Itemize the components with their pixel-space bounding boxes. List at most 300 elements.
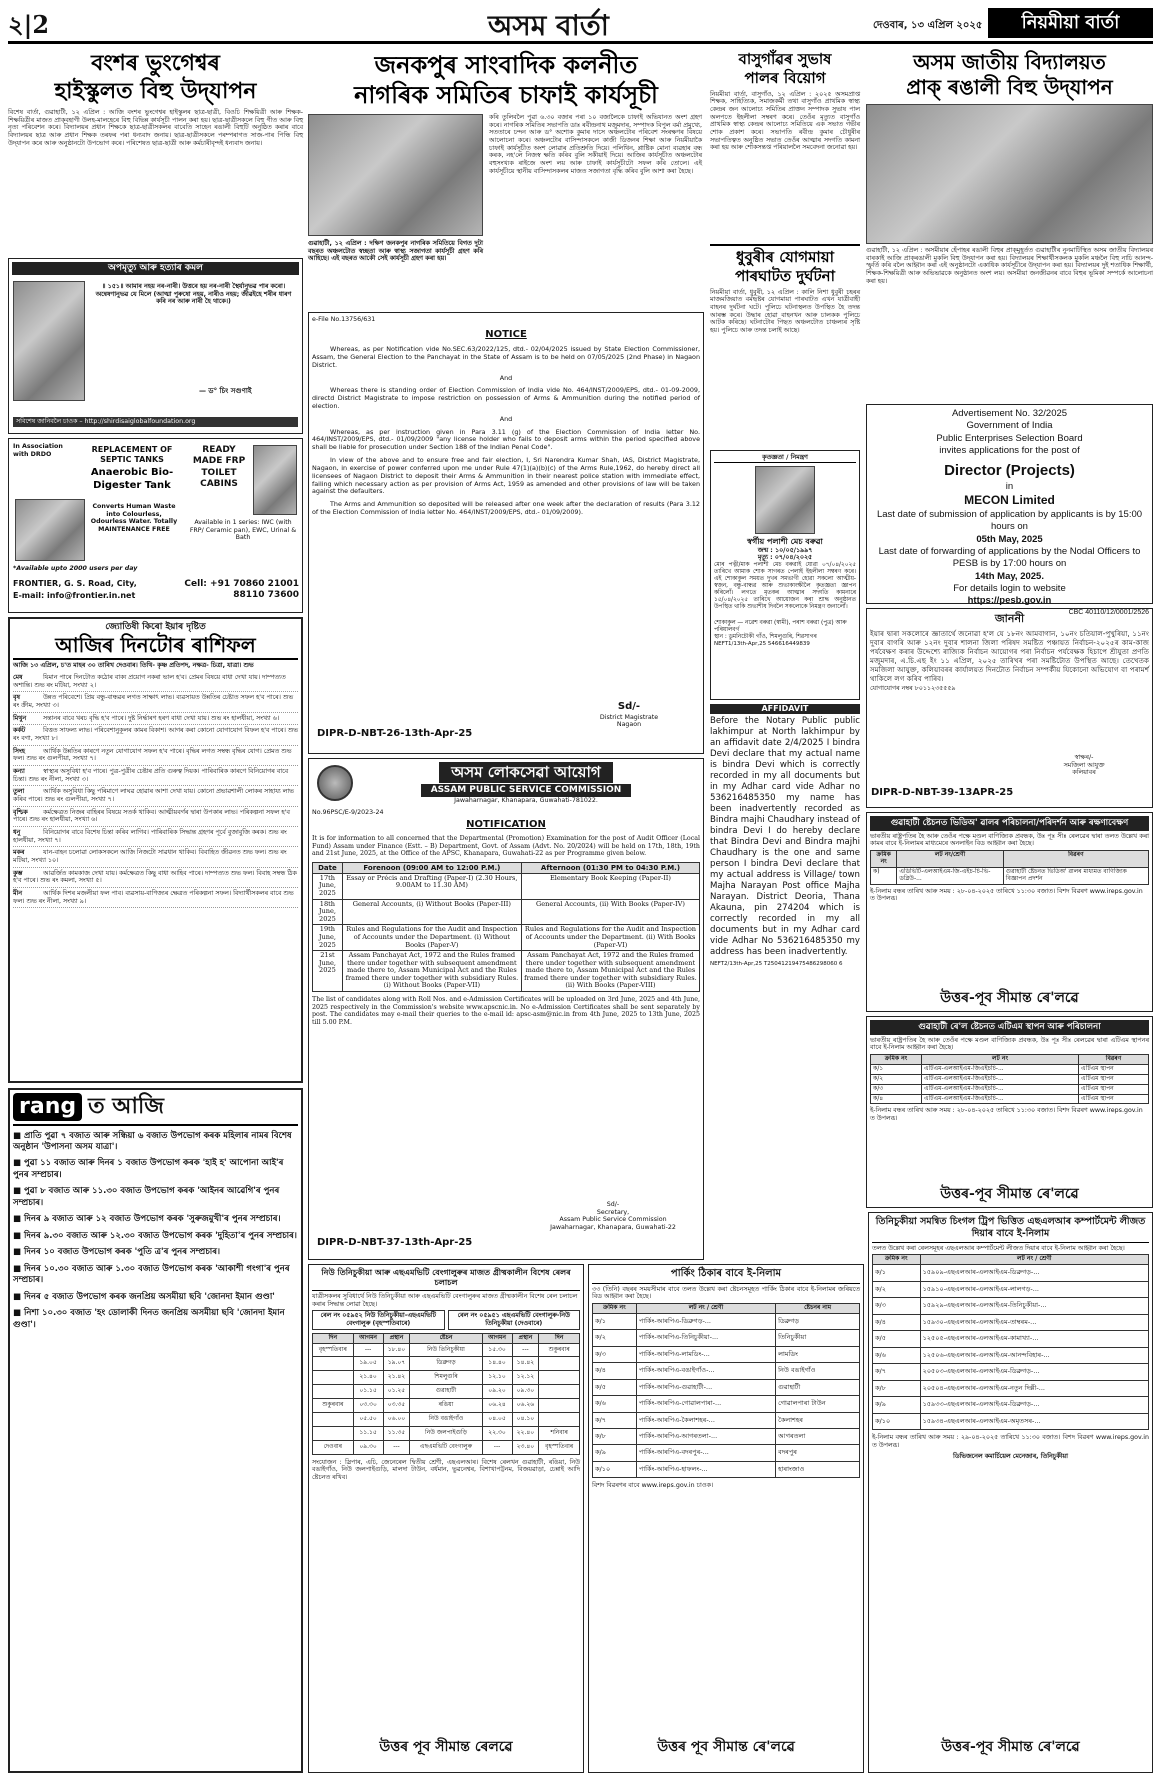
section-title: অসম বাৰ্তা [488,9,609,42]
rashi-row [13,746,298,766]
table-cell [313,1357,354,1371]
rashi-name: কন্যা [13,767,25,775]
table-cell: ০১.২৫ [383,1385,410,1399]
table-cell: শুকুৰবাৰ [539,1343,580,1357]
train-names [312,1310,580,1329]
table-cell: পাৰ্কিং-আৰপিএ-হাফলং-... [636,1461,775,1477]
table-cell: ১১.১৫ [353,1426,383,1440]
sd: Sd/- [606,1201,620,1208]
sign-line: সমজিলা আযুক্ত [1063,761,1105,769]
table-cell [313,1371,354,1385]
parking-row [593,1429,860,1445]
table-cell: ক/৩ [593,1346,637,1362]
headline: বাসুগাঁৱৰ সুভাষ [738,50,832,68]
table-header: ষ্টেচন [410,1333,482,1343]
schedule-item [13,1264,298,1287]
ad-signatory: ডিভিজনেল কমাৰ্চিয়েল মেনেজাৰ, তিনিচুকীয়া [953,1453,1068,1461]
rail-slr-auction [868,1212,1153,1773]
lot-row [873,1298,1149,1314]
table-cell: ০৯.৩০ [353,1440,383,1454]
table-cell: ১৫৯৩০-এছএলআৰ-এলআইএম-তাম্বৰম-... [920,1314,1148,1330]
rashi-row [13,725,298,745]
lot-row [873,1265,1149,1281]
parking-row [593,1412,860,1428]
table-cell: General Accounts, (ii) With Books (Paper-IV) [521,899,699,925]
railway-name: উত্তৰ-পূব সীমান্ত ৰে'লৱে [940,1185,1079,1202]
obit-body: মোৰ পত্নী/মাক পলাশী মেচ বৰুৱাই যোৱা ০৭/০৪/২০২৫ তাৰিখে আমাক শোক সাগৰত পেলাই ইহলীলা সম্বৰণ কৰে। এই শোকাকুল সময়ত দুখৰ সমভাগী হোৱা সকলো আত্মীয়-স্বজন, বন্ধু-বান্ধৱ আৰু শুভাকাংক্ষীলৈ কৃতজ্ঞতা জ্ঞাপন কৰিলোঁ। লগতে মৃতকৰ আত্মাৰ সদ্গতি কামনাৰে ১৫/০৪/২০২৫ তাৰিখে আয়োজন কৰা শ্ৰাদ্ধ অনুষ্ঠানত উপস্থিত থাকি শুভাশীষ দিবলৈ সকলোকে নিমন্ত্ৰণ জনালোঁ। [714,562,856,611]
table-cell: দেওবাৰ [313,1440,354,1454]
railway-name: উত্তৰ-পূব সীমান্ত ৰে'লৱে [940,989,1079,1006]
ad-footer: বিশদ বিৱৰণৰ বাবে www.ireps.gov.in চাওক। [592,1482,714,1490]
table-cell: নিউ তিনিচুকীয়া [410,1343,482,1357]
pesb-line: Public Enterprises Selection Board [936,432,1083,444]
frontier-ad [8,438,303,613]
lot-row [871,1074,1149,1084]
table-header: লট নং [922,1054,1079,1064]
lot-row [873,1397,1149,1413]
pesb-date: 14th May, 2025. [974,570,1044,582]
table-cell: --- [482,1440,512,1454]
rang-ad [8,1088,303,1773]
rashi-row [13,888,298,908]
rashi-text: আৰ্থিক দিশৰ মজলীয়া ফল পাব। ব্যৱসায়-বাণিজ্যৰ ক্ষেত্ৰত পৰিকল্পনা সফল। বিদ্যাৰ্থীসকলৰ বাবে শুভ ফল। শুভ ৰং নীলা, সংখ্যা ৯। [13,890,294,905]
table-cell: পাৰ্কিং-আৰপিএ-আগৰতলা-... [636,1429,775,1445]
pesb-site[interactable]: https://pesb.gov.in [967,595,1052,607]
table-cell: শনিবাৰ [539,1426,580,1440]
schedule-text: দিনৰ ৯ বজাত আৰু ১২ বজাত উপভোগ কৰক 'সুৰুজমুখী'ৰ পুনৰ সম্প্ৰচাৰ। [24,1214,281,1225]
table-cell: বৃহস্পতিবাৰ [539,1440,580,1454]
rashi-name: মীন [13,890,23,898]
rashi-text: উন্নত পৰিবেশে। প্ৰিয় বন্ধু-বান্ধৱৰ লগত সাক্ষাৎ লাভ। ব্যৱসায়ত উন্নতিৰ চেষ্টাত সফল হ'ব পাৰে। শুভ ৰং ক্ৰীম, সংখ্যা ৩। [13,694,294,709]
rashi-text: কৰ্মক্ষেত্ৰত নিজৰ বাহিৰৰ বিষয়ে সতৰ্ক থাকিব। আত্মীয়বৰ্গৰ দ্বাৰা উপকাৰ লাভ। পৰিকল্পনা সফল হ'ব পাৰে। শুভ ৰং হালধীয়া, সংখ্যা ৬। [13,808,290,824]
table-cell: শিমলুগুৰি [410,1371,482,1385]
train-2: ৰেল নং ০৫৯৫১ এছএমভিটি বেংগালুৰু-নিউ তিনিচুকীয়া (দেওবাৰে) [448,1310,581,1329]
table-cell: পাৰ্কিং-আৰপিএ-গুৱাহাটী-... [636,1379,775,1395]
rashi-row [13,713,298,726]
table-cell: ২১.৪২ [383,1371,410,1385]
janani-sign [1024,754,1144,777]
table-cell: --- [383,1440,410,1454]
table-cell: নিউ বঙাইগাঁও [410,1413,482,1427]
headline: পালৰ বিয়োগ [744,68,826,87]
rashi-name: কুম্ভ [13,869,23,877]
table-cell: এছএমভিটি বেংগালুৰু [410,1440,482,1454]
sd: Sd/- [617,701,641,712]
headline: পাৰঘাটত দুৰ্ঘটনা [735,266,835,285]
apsc-signature [533,1201,693,1232]
lot-row [873,1380,1149,1396]
bullet-icon: ■ [13,1263,24,1274]
signatory: District Magistrate [599,713,659,721]
story-body: বিশেষ বাৰ্তা, গুৱাহাটী, ১২ এপ্ৰিল : আজি বংশৰ ভুংগেশ্বৰ হাইস্কুলৰ ছাত্ৰ-ছাত্ৰী, বিওচি শিক্ষয়িত্ৰী আৰু শিক্ষক-শিক্ষয়িত্ৰীৰ মাজত প্ৰাক্‌বহাগী উলহ-মালহেৰে বিহু বিভিন্ন কাৰ্যসূচী পালন কৰা হয়। ছাত্ৰ-ছাত্ৰীসকলে বিহু গীত আৰু বিহু নৃত্য পৰিবেশন কৰে। বিদ্যালয়ৰ প্ৰধান শিক্ষকে ছাত্ৰ-ছাত্ৰীসকলৰ বাবেতি সাহেন ৰঙালী বিহুটি অনুষ্ঠিত কৰাৰ বাবে বিদ্যালয়ৰ ছাত্ৰ আৰু প্ৰধান শিক্ষক তৰফৰ পৰা ধন্যবাদ জনায়। ছাত্ৰ-ছাত্ৰীসকলে পৰম্পৰাগত সাজ-পাৰ পিন্ধি বিহু উদ্‌যাপন কৰে আৰু অনুষ্ঠানটো উপভোগ কৰে। পৰিশেষত ছাত্ৰ-ছাত্ৰী আৰু কৰ্মচাৰীবৃন্দই ধন্যবাদ জনায়। [8,109,303,147]
table-cell: ক/৩ [873,1298,921,1314]
schedule-row [313,951,700,992]
table-cell: ১২৫০৬-এছএলআৰ-এলআইএম-আনন্দবিহাৰ-... [920,1347,1148,1363]
rashi-row [13,672,298,692]
signature [569,701,689,729]
cabin-image [253,445,297,515]
sign-line: স্বাক্ষৰ/- [1074,754,1094,761]
lot-row [873,1364,1149,1380]
table-cell: ০৪.১০ [512,1413,539,1427]
table-cell: পাৰ্কিং-আৰপিএ-গোৱালপাৰা-... [636,1396,775,1412]
rail-atm [866,1016,1153,1208]
table-cell: ক) [871,867,897,884]
janani-contact: যোগাযোগৰ নম্বৰ ৮০১১২৩৫৫৫৯ [870,684,956,692]
table-cell: গোৱালপাৰা টাউন [776,1396,860,1412]
table-cell: ২৩.৪০ [512,1440,539,1454]
rail-parking [588,1264,864,1773]
table-header: ক্ৰমিক নং [871,1054,922,1064]
ad-title: গুৱাহাটী ষ্টেচনত ভিডিঅ' ৱালৰ পৰিচালনা/পৰিদৰ্শন আৰু ৰক্ষণাবেক্ষণ [870,816,1149,831]
table-cell: ০৯.২০ [482,1385,512,1399]
dipr-code: DIPR-D-NBT-39-13APR-25 [871,787,1014,798]
apsc-schedule-table [312,862,700,992]
table-cell: ১২.১০ [482,1371,512,1385]
table-cell: ১২৫০৫-এছএলআৰ-এলআইএম-কামাখ্যা-... [920,1331,1148,1347]
table-cell: Elementary Book Keeping (Paper-II) [521,873,699,899]
rang-schedule [13,1131,298,1332]
page-number: ২|2 [8,10,50,39]
schedule-text: দিনৰ ১০ বজাত উপভোগ কৰক 'পুতি ত্ৰ'ৰ পুনৰ সম্প্ৰচাৰ। [24,1247,221,1258]
table-cell: কৈলাশহৰ [776,1412,860,1428]
table-cell: General Accounts, (i) Without Books (Paper-III) [342,899,521,925]
rashi-row [13,692,298,712]
schedule-text: প্ৰাতি পুৱা ৭ বজাত আৰু সন্ধিয়া ৬ বজাত উপভোগ কৰক মহিলাৰ নামৰ বিশেষ অনুষ্ঠান 'উপাসনা অসম যাত্ৰা'। [13,1130,292,1152]
bullet-icon: ■ [13,1308,24,1319]
table-cell: পাৰ্কিং-আৰপিএ-লামডিং-... [636,1346,775,1362]
table-cell: ক/৮ [593,1429,637,1445]
table-header: প্ৰস্থান [512,1333,539,1343]
lot-row [871,1084,1149,1094]
rashi-text: যান-বাহন চলোৱা লোকসকলে আজি নিজটো সাৱধান থাকিব। বিবাহিত জীৱনত শুভ ফল। শুভ ৰং মটিয়া, সংখ্যা ১০। [13,849,287,865]
portrait-image [13,281,85,401]
janani-body: ইয়াৰ দ্বাৰা সকলোৰে জ্ঞাতাৰ্থে জনোৱা হ'ল যে ১৮নং আমবাগান, ১০নং চতিয়াল-পুখুৰিয়া, ১১নং দুবাৰ বাগৰি আৰু ১২নং দুবাৰ শালনা জিলা পৰিষদ সমষ্টিত পঞ্চায়ত নিৰ্বাচন-২০২৫ৰ কাম-কাজ পৰ্যবেক্ষণ কৰাৰ উদ্দেশ্যে ৰাজ্যিক নিৰ্বাচন আয়োগৰ পৰা নিৰ্বাচন পৰ্যবেক্ষক হিচাপে শ্ৰীযুতা প্ৰণতি মজুমদাৰ, এ.চি.এছ ইং ১১ এপ্ৰিল, ২০২৫ তাৰিখৰ পৰা সমষ্টিটোত উপস্থিত আছে। তেখেতক সমজিলা আযুক্ত, কলিয়াবৰৰ কাৰ্যালয়ত দিনটোত নিৰ্বাচন সম্পৰ্কীয় যিকোনো অভিযোগ বা পৰামৰ্শ থাকিলে লগ কৰিব পাৰিব। [870,628,1149,683]
table-cell: ১৮.৪০ [383,1343,410,1357]
table-cell: ডিব্ৰুগড় [410,1357,482,1371]
table-cell: Rules and Regulations for the Audit and Inspection of Accounts under the Department. (i) Without Books (Paper-V) [342,925,521,951]
table-header: ক্ৰমিক নং [871,850,897,867]
ad-footer: ই-নিলাম বন্ধৰ তাৰিখ আৰু সময় : ২৮-০৪-২০২৫ তাৰিখে ১১:৩০ বজাত। বিশদ বিৱৰণ www.ireps.gov.in ত উপলব্ধ। [870,1107,1143,1123]
timetable-row [313,1343,580,1357]
railway-name: উত্তৰ পূব সীমান্ত ৰে'লৱে [657,1738,795,1755]
table-header: লট নং / শ্ৰেণী [920,1255,1148,1265]
table-cell: এটিএম-এলআইএম-জিএইচচি-... [922,1074,1079,1084]
right-title: READY MADE FRP TOILET CABINS [192,445,246,489]
table-cell: ১৫৯২৯-এছএলআৰ-এলআইএম-তিনিচুকীয়া-... [920,1298,1148,1314]
masthead [8,6,1153,44]
pesb-company: MECON Limited [964,493,1055,508]
table-header: প্ৰস্থান [383,1333,410,1343]
table-cell: 18th June, 2025 [313,899,343,925]
table-cell: এটিএম স্থাপন [1079,1074,1149,1084]
notice-paragraph: And [499,414,513,423]
affidavit-ref: NEFT2/13th-Apr,25 T25041219475486298060 6 [710,961,843,967]
janani-title: জাননী [994,612,1025,625]
schedule-text: পুৱা ১১ বজাত আৰু দিনৰ ১ বজাত উপভোগ কৰক 'হাই হ' আপোনা আই'ৰ পুনৰ সম্প্ৰচাৰ। [13,1158,284,1180]
notice-title: NOTICE [485,328,527,340]
rashi-row [13,807,298,827]
timetable-row [313,1385,580,1399]
ad-intro: ৩৩ (তিনি) বছৰৰ সময়সীমাৰ বাবে তলত উল্লেখ কৰা ষ্টেচনসমূহত পাৰ্কিং ঠিকাৰ বাবে ই-নিলামৰ জৰিয়তে বিড আহ্বান কৰা হৈছে। [592,1285,860,1301]
table-header: ক্ৰমিক নং [873,1255,921,1265]
rail-special-train [308,1264,584,1773]
ad-title: গুৱাহাটী ৰে'ল ষ্টেচনত এটিএম স্থাপন আৰু পৰিচালনা [870,1020,1149,1035]
rashi-text: আৰ্থিক অসুবিধা কিছু পৰিমাণে লাঘৱ হোৱাৰ আশা দেখা যায়। কোনো প্ৰভাৱশালী লোকৰ সাহায্য লাভ কৰিব পাৰে। শুভ ৰং গুলপীয়া, সংখ্যা ৭। [13,788,294,803]
bullet-icon: ■ [13,1214,24,1225]
video-table [870,850,1149,885]
obit-name: স্বৰ্গীয় পলাশী মেচ বৰুৱা [747,536,823,546]
table-cell: এটিএম স্থাপন [1079,1084,1149,1094]
table-cell: গুৱাহাটী ষ্টেচনত ভিডিঅ' ৱালৰ মাধ্যমত বাণিজ্যিক বিজ্ঞাপন প্ৰদৰ্শন [1003,867,1148,884]
table-cell: ০৬.২৪ [482,1399,512,1413]
rashi-text: বিনিয়োগৰ বাবে বিশেষ চিন্তা কৰিব লাগিব। পাৰিবাৰিক সিদ্ধান্ত গ্ৰহণৰ পূৰ্বে বুজাবুজি কৰক। শুভ ৰং হালধীয়া, সংখ্যা ৭। [13,829,287,844]
schedule-item [13,1214,298,1225]
headline: প্ৰাক্‌ ৰঙালী বিহু উদ্‌যাপন [906,75,1113,99]
right-desc: Available in 1 series: IWC (with FRP/ Ceramic pan), EWC, Urinal & Bath [189,519,297,542]
ad-title: পাৰ্কিং ঠিকাৰ বাবে ই-নিলাম [592,1268,860,1284]
parking-table [592,1303,860,1479]
table-header: Afternoon (01:30 PM to 04:30 P.M.) [521,862,699,873]
rashi-name: সিংহ [13,747,25,755]
table-cell: ক/৪ [871,1094,922,1104]
table-cell: তিনিচুকীয়া [776,1330,860,1346]
table-cell: পাৰ্কিং-আৰপিএ-বদৰপুৰ-... [636,1445,775,1461]
dipr-code: DIPR-D-NBT-26-13th-Apr-25 [317,728,473,739]
table-cell: ১৯.০৭ [383,1357,410,1371]
pesb-ad [866,404,1153,616]
table-cell: এটিএম-এলআইএম-জিএইচচি-... [922,1094,1079,1104]
table-cell: ২০৫০৪-এছএলআৰ-এলআইএম-নতুন দিল্লী-... [920,1380,1148,1396]
affidavit-title: AFFIDAVIT [710,704,860,714]
table-cell: ক/৭ [873,1364,921,1380]
table-cell: 17th June, 2025 [313,873,343,899]
table-header: বিৱৰণ [1079,1054,1149,1064]
table-header: আগমন [353,1333,383,1343]
table-cell: 21st June, 2025 [313,951,343,992]
table-cell: ১৯.০৫ [353,1357,383,1371]
table-cell: বদৰপুৰ [776,1445,860,1461]
parking-row [593,1379,860,1395]
table-cell [313,1413,354,1427]
notice-paragraph: Whereas there is standing order of Election Commission of India vide No. 464/INST/2009/EPS, dtd.- 01-09-2009, directd District Magistrate to impose restriction on possession of Arms & Ammunition during the notified period of election. [312,386,700,411]
rashifal-kicker: জ্যোতিষী কিৰো ইয়াৰ দৃষ্টিত [105,622,206,632]
story-body: নিয়মীয়া বাৰ্তা, ধুবুৰী, ১২ এপ্ৰিল : কালি নিশা ধুবুৰী চহৰৰ মাজমজিয়াত বৰ্মহৃষ্টৰ যোগমায়া পাৰঘাটত এখন যাত্ৰীবাহী বাহনৰ দুৰ্ঘটনা ঘটে। পুলিচে ঘটনাস্থলত উপস্থিত হৈ তদন্ত আৰম্ভ কৰে। উদ্ধাৰ হোৱা বাহনখন আৰু চালকক পুলিচে আটক কৰিছে। ঘটনাটোৰ পিছত অঞ্চলটোত চাঞ্চল্যৰ সৃষ্টি হয়। পুলিচে আৰু তদন্ত চলাই আছে। [710,288,860,334]
timetable-row [313,1440,580,1454]
timetable-row [313,1413,580,1427]
table-cell: ০৪.০৫ [482,1413,512,1427]
parking-row [593,1346,860,1362]
table-cell: ক/৬ [593,1396,637,1412]
parking-row [593,1445,860,1461]
ad-title: অপমৃত্যু আৰু হত্যাৰ কমল [12,262,299,275]
table-cell: 19th June, 2025 [313,925,343,951]
drdo-assoc: In Association with DRDO [13,443,63,458]
table-cell: এটিএম স্থাপন [1079,1064,1149,1074]
schedule-row [313,925,700,951]
ad-footer: ই-নিলাম বন্ধৰ তাৰিখ আৰু সময় : ২৮-০৪-২০২৫ তাৰিখে ১১:৩০ বজাত। বিশদ বিৱৰণ www.ireps.gov.in ত উপলব্ধ। [870,887,1143,903]
schedule-item [13,1186,298,1209]
schedule-item [13,1131,298,1154]
table-cell: ২২.৪০ [512,1426,539,1440]
bullet-icon: ■ [13,1291,24,1302]
table-cell: ক/৪ [873,1314,921,1330]
table-cell: ১৫৯০৯-এছএলআৰ-এলআইএম-ডিব্ৰুগড়-... [920,1265,1148,1281]
apsc-intro: It is for information to all concerned that the Departmental (Promotion) Examination for the post of Audit Officer (Local Fund) Assam under Finance (Estt. – B) Department, Govt. of Assam (Advt. No. 20/2024) will be held on 17th, 18th, 19th and 21st June, 2025, at the Office of the APSC, Khanapara, Guwahati-22 as per Programme given below. [312,834,700,858]
schedule-item [13,1308,298,1331]
table-cell: ৰঙিয়া [410,1399,482,1413]
table-cell: লামডিং [776,1346,860,1362]
obit-died: মৃত্যু : ০৭/০৪/২০২৫ [757,554,813,562]
notice-paragraph: Whereas, as per Notification vide No.SEC.63/2022/125, dtd.- 02/04/2025 issued by State Election Commissioner, Assam, the General Election to the Panchayat in the State of Assam is to be held on 07/05/2025 (2nd Phase) in Nagaon District. [312,345,700,369]
issue-date: দেওবাৰ, ১৩ এপ্ৰিল ২০২৫ [873,20,983,31]
table-header: দিন [539,1333,580,1343]
lot-row [873,1314,1149,1330]
apsc-header [352,762,700,805]
table-cell: শুকুৰবাৰ [313,1399,354,1413]
table-cell: ১২.১২ [512,1371,539,1385]
table-cell: ক/১ [873,1265,921,1281]
bullet-icon: ■ [13,1186,24,1197]
ad-footer: ই-নিলাম বন্ধৰ তাৰিখ আৰু সময় : ২৯-০৪-২০২৫ তাৰিখে ১১:৩০ বজাত। বিশদ বিৱৰণ www.ireps.gov.in ত উপলব্ধ। [872,1434,1149,1449]
schedule-item [13,1231,298,1242]
rashi-name: ধনু [13,829,21,836]
table-cell: ১১.৩৫ [383,1426,410,1440]
company-name: FRONTIER, G. S. Road, City, [13,579,137,588]
table-cell: এটিএম-এলআইএম-জিএইচচি-... [922,1084,1079,1094]
pesb-cbc: CBC 40110/12/0001/2526 [1068,608,1149,616]
table-cell: এটিএম স্থাপন [1079,1094,1149,1104]
table-header: লট নং/শ্ৰেণী [897,850,1003,867]
table-cell: ২০৫০৩-এছএলআৰ-এলআইএম-ডিব্ৰুগড়-... [920,1364,1148,1380]
railway-name: উত্তৰ-পূব সীমান্ত ৰে'লৱে [941,1738,1080,1755]
story-dhubri [710,244,860,444]
notice-paragraph: Whereas, as per instruction given in Para 3.11 (g) of the Election Commission of India letter No. 464/INST/2009/EPS, dtd.- 01/09/2009 "any license holder who fails to deposit arms within the period specified above shall be liable for prosecution under Section 188 of the Indian Penal Code". [312,427,700,452]
obit-place: স্থান : ডুমনিচৌকী গাঁও, শিমলুগুৰি, শিৱসাগৰ [714,634,817,641]
table-cell: --- [512,1343,539,1357]
story-bihu-school [8,50,303,255]
affidavit-body: Before the Notary Public public lakhimpur at North lakhimpur by an affidavit date 2/4/2025 I bindra Devi declare that my actual name is bindra Devi which is correctly recorded in my all documents but in my Adhar card vide Adhar no 536216485350 my name has been inadvertently recorded as Bindra majhi Chaudhary instead of bindra Devi I do hereby declare that Bindra Devi and Bindra majhi Chaudhary is the one and same person I bindra Devi declare that my actual address is Village/ town Majha Narayan Post office Majha Narayan. District Deoria, Thana Akauna, pin 274204 which is correctly recorded in my all documents but in my Adhar card vide Adhar No 536216485350 my address has been inadvertently. [710,716,860,957]
schedule-item [13,1247,298,1258]
table-cell: ক/১০ [593,1461,637,1477]
table-cell [539,1357,580,1371]
rashifal-intro: আজি ১৩ এপ্ৰিল, চ'ত মাহৰ ৩০ তাৰিখ দেওবাৰ। তিথি- কৃষ্ণ প্ৰতিপদ, নক্ষত্ৰ- চিত্ৰা, যাত্ৰা। শুভ [13,662,254,670]
slr-table [872,1254,1149,1430]
table-cell: ক/৬ [873,1347,921,1363]
parking-row [593,1363,860,1379]
table-cell: ১৫৯৩৪-এছএলআৰ-এলআইএম-অমৃতসৰ-... [920,1413,1148,1429]
rashi-name: মেষ [13,673,23,681]
table-header: ষ্টেচনৰ নাম [776,1303,860,1313]
table-cell: এটিএম-এলআইএম-জিএইচচি-... [922,1064,1079,1074]
notice-paragraph: In view of the above and to ensure free and fair election, I, Sri Narendra Kumar Shah, IAS, District Magistrate, Nagaon, in exercise of power conferred upon me under Rule 47(1)(a)(b)(c) of the Arms Rule,1962, do hereby direct all licensees of Nagaon District to deposit their Arms & Ammunition in their nearest police station with immediate effect, failing which necessary action as per provision of Arms Act, 1959 as amended and other provisions of law will be taken against the defaulters. [312,456,700,496]
ad-intro: যাত্ৰীসকলৰ সুবিধাৰ্থে নিউ তিনিচুকীয়া আৰু এছএমভিটি বেংগালুৰুৰ মাজত গ্ৰীষ্মকালীন বিশেষ ৰেল চলাচল কৰাৰ সিদ্ধান্ত লোৱা হৈছে। [312,1293,578,1308]
table-cell: হাৰাংজাও [776,1461,860,1477]
obit-ref: NEFT1/13th-Apr,25 546616449839 [714,641,810,648]
table-cell [539,1371,580,1385]
pesb-post: Director (Projects) [944,462,1075,480]
notice-body [312,346,700,517]
schedule-text: দিনৰ ১০.৩০ বজাত আৰু ১.৩০ বজাত উপভোগ কৰক 'আকাশী গংগা'ৰ পুনৰ সম্প্ৰচাৰ। [13,1263,290,1286]
parking-row [593,1313,860,1329]
table-cell: ১৪.৪০ [482,1357,512,1371]
table-cell: গুৱাহাটী [776,1379,860,1395]
table-cell: পাৰ্কিং-আৰপিএ-কৈলাশহৰ-... [636,1412,775,1428]
pesb-line: Government of India [966,420,1053,432]
left-title: REPLACEMENT OF SEPTIC TANKS [91,445,173,464]
table-cell: ০৩.৩০ [353,1399,383,1413]
rashi-text: যিমান পাৰে দিনটোত কঠোৰ বাক্য প্ৰয়োগ নকৰা ভাল হ'ব। প্ৰেমৰ বিষয়ে বাধা দেখা যায়। দাম্পত্যত অশান্তি। শুভ ৰং মটিয়া, সংখ্যা ২। [13,673,286,689]
rashi-text: আৱৰ্জিত কামকাজ দেখা যায়। কৰ্মক্ষেত্ৰত কিছু বাধা আহিব পাৰে। দাম্পত্যত শুভ ফল। বিবাহ সম্বন্ধ ঠিক হ'ব পাৰে। শুভ ৰং কমলা, সংখ্যা ৫। [13,869,297,885]
table-cell: বৃহস্পতিবাৰ [313,1343,354,1357]
table-cell: ০৬.০০ [383,1413,410,1427]
photo-caption: গুৱাহাটী, ১২ এপ্ৰিল : দক্ষিণ জনকপুৰ নাগৰিক সমিতিয়ে বিগত দুটা বছৰত অঞ্চলটোত স্বচ্ছতা আৰু স্বাস্থ্য সজাগতা কাৰ্যসূচী গ্ৰহণ কৰি আহিছে। এই বছৰত আকৌ সেই কাৰ্যসূচী গ্ৰহণ কৰা হয়। [308,240,483,263]
obit-photo [755,466,815,534]
table-cell: গুৱাহাটী [410,1385,482,1399]
table-header: বিৱৰণ [1003,850,1148,867]
lot-row [873,1281,1149,1297]
table-cell: ১৫৯৩৩-এছএলআৰ-এলআইএম-ডিব্ৰুগড়-... [920,1397,1148,1413]
atm-table [870,1054,1149,1104]
ad-intro: তলত উল্লেখ কৰা ৰেলসমূহৰ এছএলআৰ কম্পাৰ্টমেন্ট লীজত দিয়াৰ বাবে ই-নিলাম আহ্বান কৰা হৈছে। [872,1244,1125,1252]
table-cell: পাৰ্কিং-আৰপিএ-ডিব্ৰুগড়-... [636,1313,775,1329]
rang-logo: rang [13,1093,82,1121]
rashi-name: বৃষ [13,694,20,702]
table-cell: ০৩.৩৫ [383,1399,410,1413]
timetable-row [313,1399,580,1413]
brand-logo: নিয়মীয়া বাৰ্তা [988,8,1153,38]
table-header: আগমন [482,1333,512,1343]
table-cell: Essay or Précis and Drafting (Paper-I) (2.30 Hours, 9.00AM to 11.30 AM) [342,873,521,899]
sign-line: Assam Public Service Commission [559,1216,667,1224]
table-cell: ক/১০ [873,1413,921,1429]
table-cell: ক/৯ [593,1445,637,1461]
table-cell [539,1413,580,1427]
janani-notice [866,608,1153,808]
obit-born: জন্ম : ১০/০৫/১৯৯৭ [757,546,813,554]
schedule-item [13,1292,298,1303]
table-cell: ২২.৩০ [482,1426,512,1440]
pesb-date: 05th May, 2025 [976,533,1043,545]
headline: হাইস্কুলত বিহু উদ্‌যাপন [54,77,257,104]
bihu-photo [866,104,1153,244]
timetable-row [313,1426,580,1440]
signatory-place: Nagaon [616,721,642,729]
obituary-notice [710,450,860,700]
notice-paragraph: The Arms and Ammunition so deposited will be released after one week after the declaration of results (Para 3.12 of the Election Commission of India letter No. 464/INST/2009/EPS, dtd.- 01/09/2009). [312,500,700,516]
ad-title: তিনিচুকীয়া সমন্বিত চিংগল ট্ৰিপ ভিত্তিত এছএলআৰ কম্পাৰ্টমেন্ট লীজত দিয়াৰ বাবে ই-নিলাম [872,1216,1149,1243]
headline: বংশৰ ভুংগেশ্বৰ [91,50,220,76]
rang-logo-suffix: ত আজি [88,1093,164,1119]
table-cell: ২১.৪০ [353,1371,383,1385]
bullet-icon: ■ [13,1158,24,1169]
rail-video-wall [866,812,1153,1012]
timetable-row [313,1371,580,1385]
pesb-line: invites applications for the post of [939,445,1080,457]
apsc-closing: The list of candidates along with Roll Nos. and e-Admission Certificates will be uploaded on 3rd June, 2025 and 4th June, 2025 respectively in the Commission's website www.apscnic.in. No e-Admission Certificates shall be sent separately by post. The candidates may e-mail their queries to the e-mail id: apsc-asm@nic.in from 4th June, 2025 to 13th June, 2025 till 5.00 P.M. [312,996,700,1027]
table-cell: নিউ জলপাইগুড়ি [410,1426,482,1440]
table-cell: ক/২ [871,1074,922,1084]
company-phone: Cell: +91 70860 21001 88110 73600 [184,579,299,601]
table-header: ক্ৰমিক নং [593,1303,637,1313]
parking-row [593,1396,860,1412]
story-body: গুৱাহাটী, ১২ এপ্ৰিল : অসমীয়াৰ হেঁপাহৰ ৰঙালী বিহুৰ প্ৰাক্‌মুহূৰ্তত গুৱাহাটীৰ নুনমাটিস্থিত অসম জাতীয় বিদ্যালয়ৰ বাৰকাই আজি প্ৰাক্‌ৰঙালী মুকলি বিহু উদ্‌যাপন কৰা হয়। বিদ্যালয়ৰ শিক্ষাৰ্থীসকলক মুকলি মঞ্চলৈ বিহু নাচি আনন্দ-স্ফূৰ্তি কৰি বলৈ আহ্বান কৰা এই অনুষ্ঠানটো একাধিক কাৰ্যসূচীৰে উদ্‌যাপন কৰা হয়। বিদ্যালয়ৰ দুই শতাধিক শিক্ষাৰ্থী, শিক্ষক-শিক্ষয়িত্ৰী আৰু অভিভাৱকে অনুষ্ঠানত অংশ লয়। অসমীয়া জনজীৱনৰ বাবে বিহুৰ ভূমিকা সম্পৰ্কে আলোচনা কৰা হয়। [866,247,1153,285]
apsc-address: Jawaharnagar, Khanapara, Guwahati-781022. [454,797,598,804]
rashi-text: বিত্তত সাফল্য লাভ। পৰিবেশানুকূলৰ কামৰ বিকাশ। আগৰ কৰা কোনো যোগাযোগ বিফল হ'ব পাৰে। শুভ ৰং বগা, সংখ্যা ৮। [13,727,298,742]
timetable-row [313,1357,580,1371]
story-basugaon [710,50,860,240]
table-header: Forenoon (09:00 AM to 12:00 P.M.) [342,862,521,873]
